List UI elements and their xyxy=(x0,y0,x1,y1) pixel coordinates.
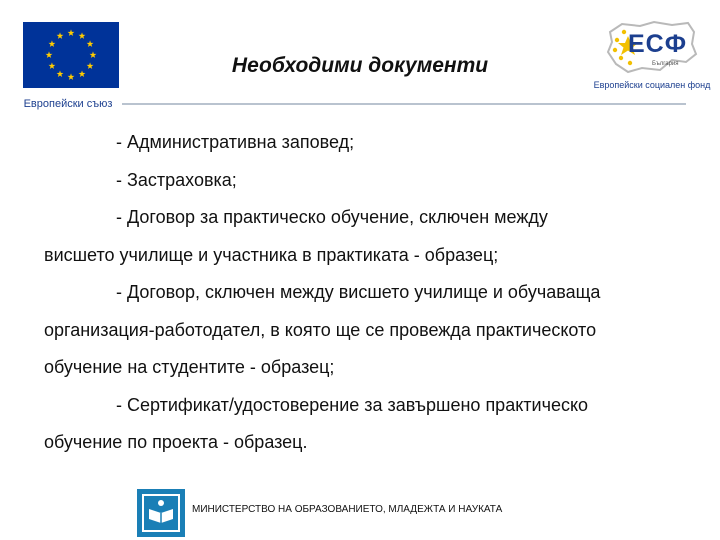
eu-star-icon xyxy=(90,51,97,58)
eu-star-icon xyxy=(49,62,56,69)
eu-star-icon xyxy=(49,40,56,47)
eu-star-icon xyxy=(87,40,94,47)
list-item-continuation: организация-работодател, в която ще се провежда практическото xyxy=(44,319,597,340)
eu-star-icon xyxy=(46,51,53,58)
ministry-logo-icon xyxy=(137,489,185,537)
esf-logo-sub: България xyxy=(652,61,679,67)
documents-list xyxy=(44,124,684,462)
eu-flag-icon xyxy=(23,22,119,88)
eu-star-icon xyxy=(79,32,86,39)
eu-star-icon xyxy=(87,62,94,69)
ministry-name: МИНИСТЕРСТВО НА ОБРАЗОВАНИЕТО, МЛАДЕЖТА И НАУКАТА xyxy=(192,504,503,515)
page-title: Необходими документи xyxy=(231,54,489,77)
eu-star-icon xyxy=(68,29,75,36)
list-item-continuation: обучение по проекта - образец. xyxy=(44,432,308,452)
list-item-continuation: висшето училище и участника в практиката - образец; xyxy=(44,244,499,265)
header-divider xyxy=(122,103,686,105)
eu-logo-caption: Европейски съюз xyxy=(23,98,113,110)
list-item: - Договор за практическо обучение, сключен между xyxy=(116,207,548,227)
eu-star-icon xyxy=(79,70,86,77)
eu-star-icon xyxy=(57,70,64,77)
list-item: - Застраховка; xyxy=(116,169,237,190)
list-item: - Договор, сключен между висшето училище и обучаваща xyxy=(116,282,601,302)
eu-star-icon xyxy=(57,32,64,39)
list-item: - Административна заповед; xyxy=(116,132,355,152)
esf-logo xyxy=(590,18,714,96)
eu-star-icon xyxy=(68,73,75,80)
list-item-continuation: обучение на студентите - образец; xyxy=(44,357,335,377)
esf-logo-caption: Европейски социален фонд xyxy=(593,80,711,90)
list-item: - Сертификат/удостоверение за завършено практическо xyxy=(116,394,589,415)
esf-logo-letters: ЕСФ xyxy=(628,30,688,58)
